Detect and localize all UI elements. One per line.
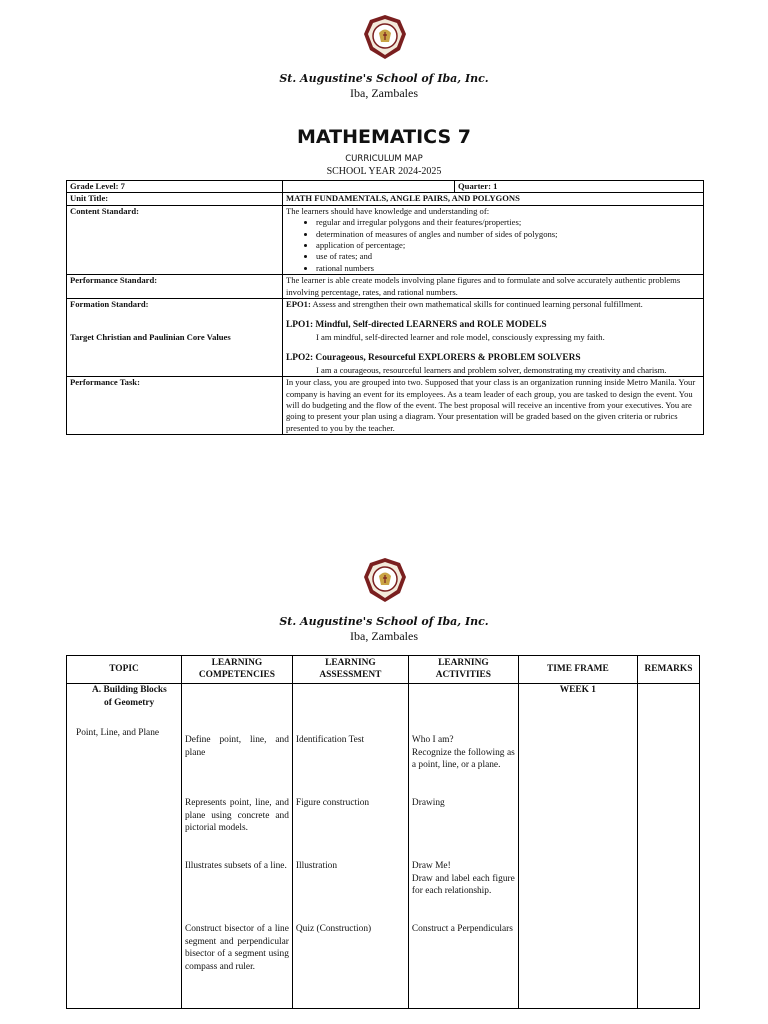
curriculum-info-table — [66, 180, 704, 435]
list-item: • application of percentage; — [316, 240, 700, 251]
competency-item: Illustrates subsets of a line. — [184, 861, 287, 871]
list-item: • rational numbers — [316, 263, 700, 274]
school-logo — [363, 14, 407, 60]
content-standard-list — [286, 217, 700, 274]
school-year: SCHOOL YEAR 2024-2025 — [326, 166, 442, 177]
curriculum-map-table — [66, 655, 700, 1009]
content-standard-label: Content Standard: — [67, 205, 283, 274]
list-item: • regular and irregular polygons and their features/properties; — [316, 217, 700, 228]
assessment-item: Quiz (Construction) — [295, 924, 372, 934]
column-header-remarks: REMARKS — [637, 656, 699, 684]
formation-standard — [283, 299, 704, 377]
table-row — [67, 275, 704, 299]
list-item: • use of rates; and — [316, 251, 700, 262]
unit-title: MATH FUNDAMENTALS, ANGLE PAIRS, AND POLYGONS — [283, 193, 704, 205]
lpo1-text: I am mindful, self-directed learner and role model, consciously expressing my faith. — [316, 331, 605, 342]
performance-standard: The learner is able create models involving plane figures and to formulate and solve accurately authentic problems involving percentage, rates, and rational numbers. — [283, 275, 704, 299]
table-row — [67, 181, 704, 193]
core-values-label: Target Christian and Paulinian Core Values — [70, 332, 231, 343]
table-row — [67, 193, 704, 205]
column-header-activities: LEARNING ACTIVITIES — [408, 656, 518, 684]
activity-title: Construct a Perpendiculars — [411, 924, 513, 934]
table-row — [67, 684, 700, 1009]
section-title: A. Building Blocks of Geometry — [92, 685, 167, 708]
time-frame: WEEK 1 — [559, 685, 596, 695]
lpo2-text: I am a courageous, resourceful learners and problem solver, demonstrating my creativity and charism. — [316, 364, 667, 375]
column-header-time-frame: TIME FRAME — [518, 656, 637, 684]
unit-title-label: Unit Title: — [67, 193, 283, 205]
lpo2-title: LPO2: Courageous, Resourceful EXPLORERS & PROBLEM SOLVERS — [286, 353, 581, 364]
epo1-label: EPO1: — [286, 299, 311, 310]
column-header-competencies: LEARNING COMPETENCIES — [181, 656, 292, 684]
activity-title: Draw Me! — [411, 861, 451, 871]
assessment-item: Figure construction — [295, 798, 370, 808]
lpo1-title: LPO1: Mindful, Self-directed LEARNERS and ROLE MODELS — [286, 320, 547, 331]
performance-standard-label: Performance Standard: — [67, 275, 283, 299]
assessment-item: Identification Test — [295, 735, 365, 745]
formation-standard-label: Formation Standard: — [70, 299, 149, 310]
content-standard — [283, 205, 704, 274]
school-logo — [363, 557, 407, 603]
competency-item: Define point, line, and plane — [184, 735, 289, 758]
school-name: St. Augustine's School of Iba, Inc. — [279, 615, 489, 628]
table-header-row — [67, 656, 700, 684]
column-header-assessment: LEARNING ASSESSMENT — [292, 656, 408, 684]
epo1-text: Assess and strengthen their own mathematical skills for continued learning personal fulfillment. — [310, 299, 643, 310]
activity-detail: Draw and label each figure for each relationship. — [411, 873, 515, 896]
school-name: St. Augustine's School of Iba, Inc. — [279, 72, 489, 85]
activity-detail: Recognize the following as a point, line, or a plane. — [411, 747, 515, 770]
table-row — [67, 205, 704, 274]
page-title: MATHEMATICS 7 — [297, 126, 471, 148]
remarks-cell — [637, 684, 699, 1009]
quarter: Quarter: 1 — [455, 181, 704, 193]
competency-item: Represents point, line, and plane using concrete and pictorial models. — [184, 798, 289, 833]
content-standard-intro: The learners should have knowledge and understanding of: — [286, 205, 490, 216]
table-row — [67, 377, 704, 435]
grade-level: Grade Level: 7 — [67, 181, 283, 193]
performance-task-label: Performance Task: — [67, 377, 283, 435]
list-item: • determination of measures of angles and number of sides of polygons; — [316, 229, 700, 240]
competency-item: Construct bisector of a line segment and perpendicular bisector of a segment using compass and ruler. — [184, 924, 289, 972]
activity-title: Who I am? — [411, 735, 454, 745]
assessment-item: Illustration — [295, 861, 338, 871]
document-type: CURRICULUM MAP — [345, 154, 423, 164]
school-town: Iba, Zambales — [350, 86, 418, 100]
activity-title: Drawing — [411, 798, 445, 808]
school-town: Iba, Zambales — [350, 629, 418, 643]
table-row — [67, 299, 704, 377]
column-header-topic: TOPIC — [67, 656, 182, 684]
topic-name: Point, Line, and Plane — [76, 728, 160, 738]
performance-task: In your class, you are grouped into two. Supposed that your class is an organization running inside Metro Manila. Your company is having an event for its employees. As a team leader of each group, you are tasked to design the event. You will do budgeting and the flow of the event. The best proposal will receive an incentive from your executives. You are going to present your plan using a diagram. Your presentation will be graded based on the given criteria or rubrics presented to you by the teacher. — [283, 377, 704, 435]
